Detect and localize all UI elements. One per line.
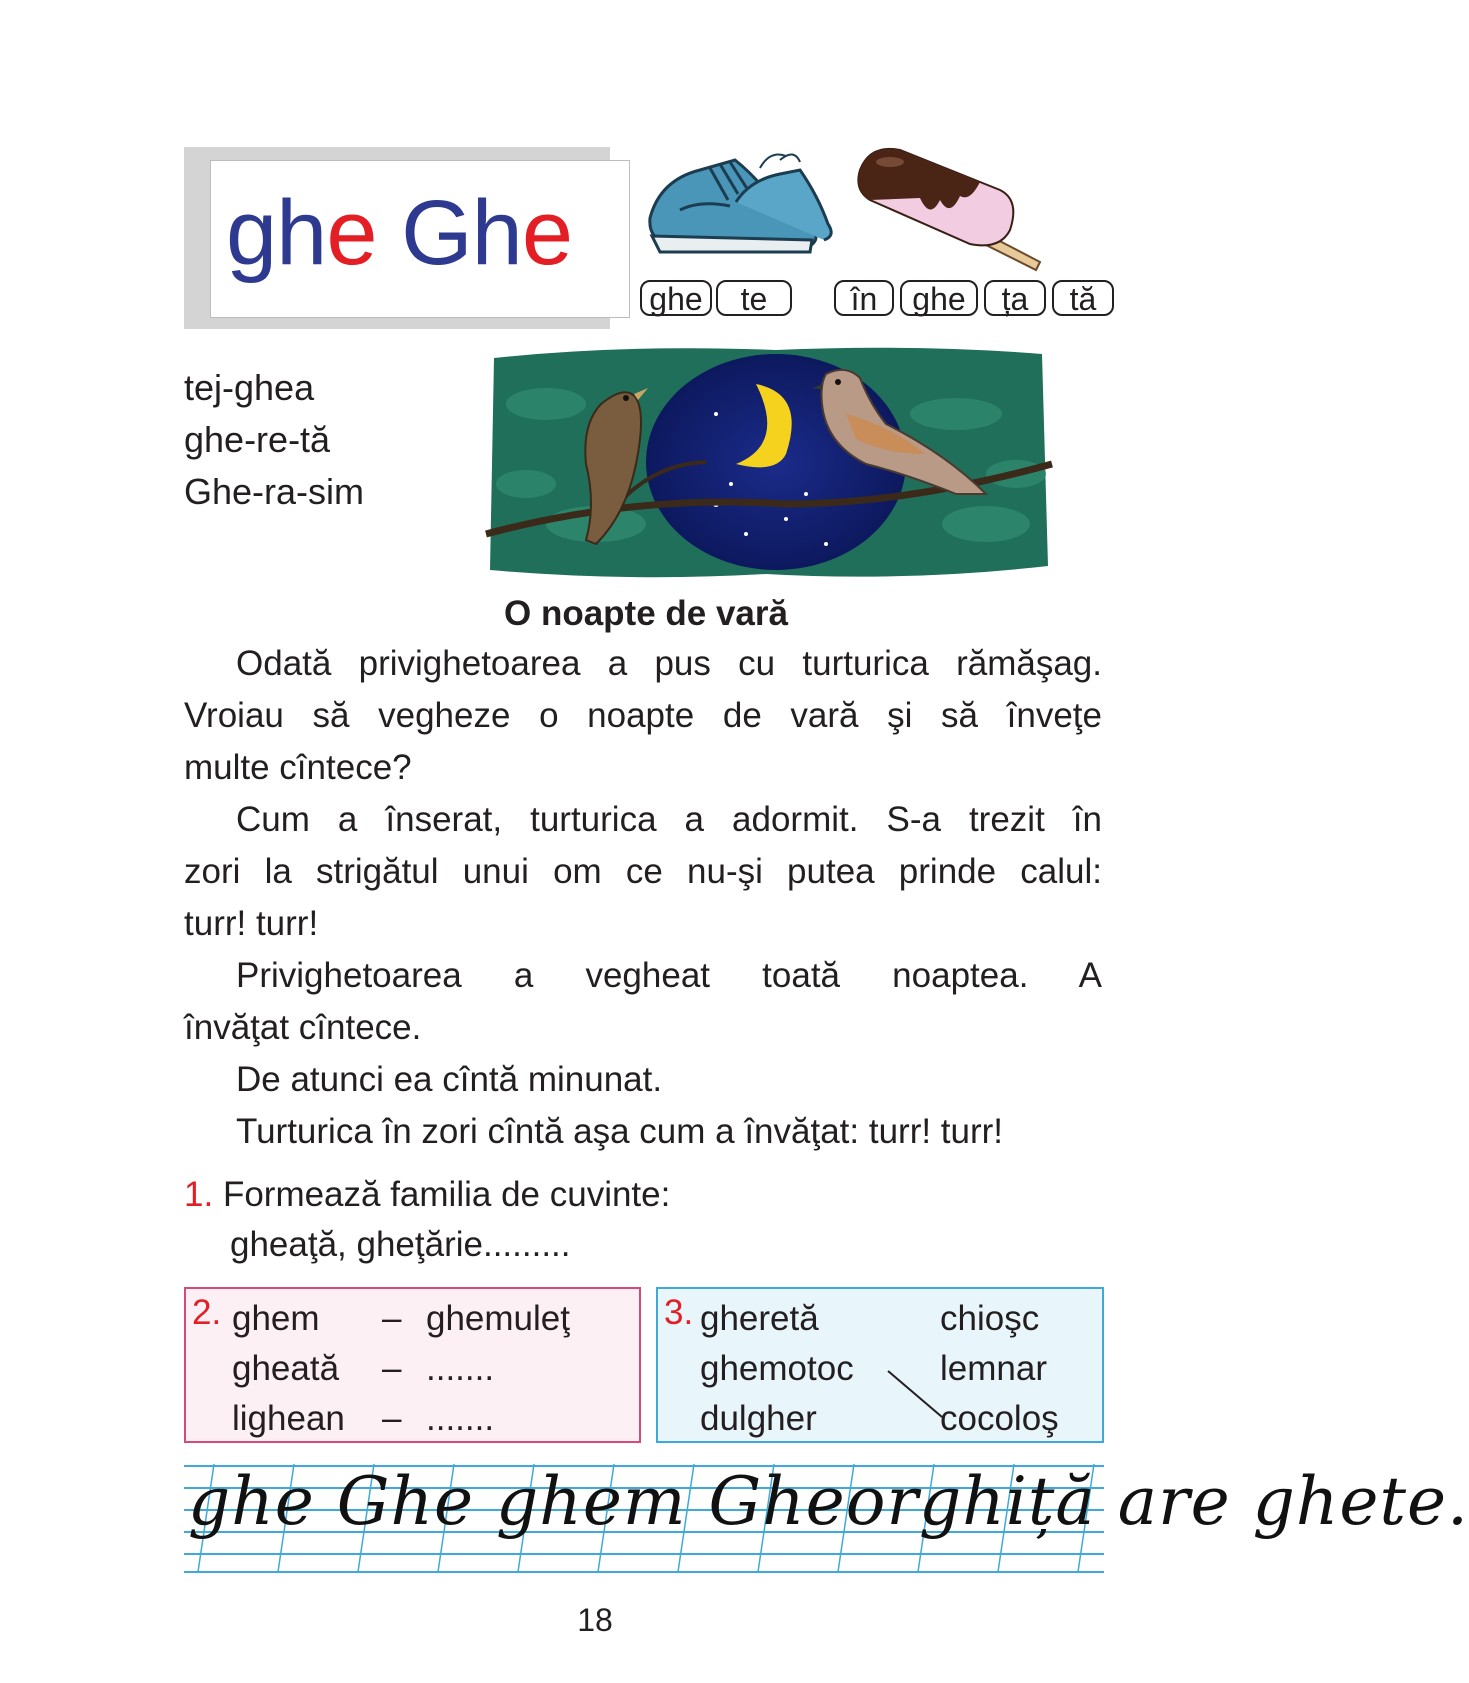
exercise-instruction: Formează familia de cuvinte: — [222, 1175, 671, 1214]
word-item: ghe-re-tă — [184, 419, 331, 460]
exercise-2-left: gheată — [232, 1349, 340, 1388]
story-line: Cum a înserat, turturica a adormit. S-a trezit în — [236, 800, 1102, 839]
exercise-number: 1. — [184, 1175, 214, 1214]
exercise-3-left-word: dulgher — [700, 1399, 817, 1438]
exercise-2-dash: – — [382, 1349, 402, 1388]
word-item: Ghe-ra-sim — [184, 471, 365, 512]
syllable-chip: te — [716, 280, 792, 316]
story-line: Vroiau să vegheze o noapte de vară şi să înveţe — [184, 696, 1102, 735]
header-letters — [226, 178, 572, 288]
story-paragraph — [184, 950, 1102, 1054]
exercise-2-dash: – — [382, 1399, 402, 1438]
page-number: 18 — [577, 1602, 613, 1638]
header-letters-part: e — [326, 182, 377, 284]
sneakers-illustration — [640, 140, 840, 270]
ice-cream-illustration — [850, 140, 1050, 270]
exercise-1 — [184, 1172, 670, 1218]
syllable-chip: ghe — [640, 280, 712, 316]
exercise-2-left: ghem — [232, 1299, 320, 1338]
story-line: multe cîntece? — [184, 748, 412, 787]
exercise-number: 2. — [192, 1293, 222, 1332]
story-line: turr! turr! — [184, 904, 319, 943]
syllable-chip: tă — [1052, 280, 1114, 316]
exercise-2-right: ghemuleţ — [426, 1299, 570, 1338]
story-paragraph — [184, 794, 1102, 950]
exercise-2-right: ....... — [426, 1349, 495, 1388]
match-line — [886, 1367, 946, 1421]
story-paragraph — [184, 1106, 1102, 1158]
exercise-3-left-word: ghemotoc — [700, 1349, 854, 1388]
night-birds-illustration — [486, 344, 1052, 582]
story-line: Turturica în zori cîntă aşa cum a învăţat: turr! turr! — [236, 1112, 1004, 1151]
exercise-3-right-word: lemnar — [940, 1349, 1047, 1388]
header-letters-part: e — [521, 182, 572, 284]
exercise-2-dash: – — [382, 1299, 402, 1338]
story-title: O noapte de vară — [504, 594, 788, 633]
story-paragraph — [184, 1054, 1102, 1106]
header-letters-part: gh — [226, 182, 327, 284]
story-paragraph — [184, 638, 1102, 794]
exercise-2-right: ....... — [426, 1399, 495, 1438]
story-line: De atunci ea cîntă minunat. — [236, 1060, 663, 1099]
syllable-chip: ghe — [900, 280, 978, 316]
handwriting-sample: ghe Ghe ghem Gheorghiță are ghete. — [188, 1463, 1469, 1540]
exercise-1-example: gheaţă, gheţărie......... — [230, 1225, 571, 1264]
exercise-3-right-word: cocoloş — [940, 1399, 1059, 1438]
story-line: învăţat cîntece. — [184, 1008, 422, 1047]
exercise-3-box — [656, 1287, 1104, 1443]
exercise-2-left: lighean — [232, 1399, 345, 1438]
syllable-chip: în — [834, 280, 894, 316]
exercise-3-left-word: gheretă — [700, 1299, 819, 1338]
exercise-3-right-word: chioşc — [940, 1299, 1040, 1338]
header-letters-part: Gh — [376, 182, 522, 284]
story-line: zori la strigătul unui om ce nu-şi putea prinde calul: — [184, 852, 1102, 891]
syllable-chip: ța — [984, 280, 1046, 316]
word-item: tej-ghea — [184, 367, 315, 408]
exercise-2-box — [184, 1287, 641, 1443]
exercise-number: 3. — [664, 1293, 694, 1332]
story-line: Privighetoarea a vegheat toată noaptea. A — [236, 956, 1102, 995]
story-line: Odată privighetoarea a pus cu turturica rămăşag. — [236, 644, 1102, 683]
